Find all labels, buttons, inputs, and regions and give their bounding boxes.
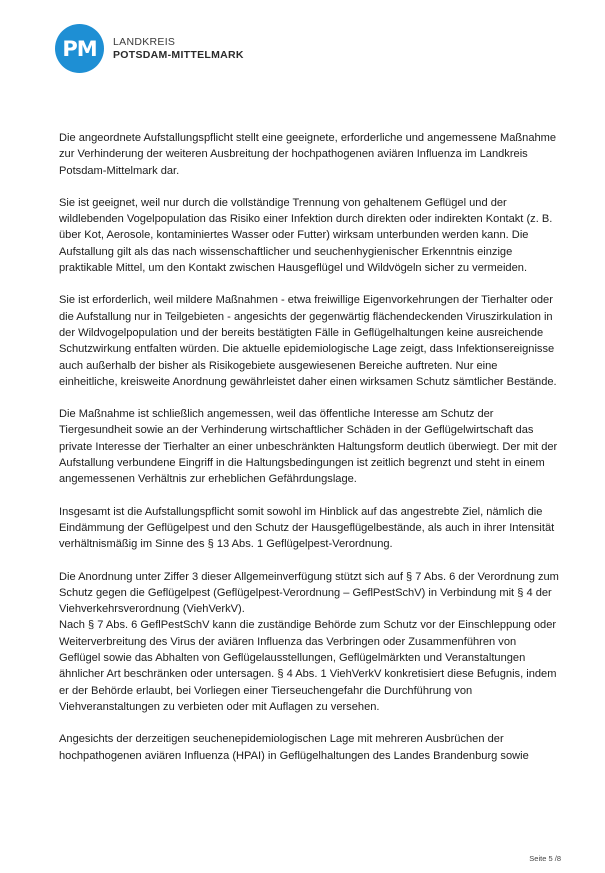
- paragraph-5: Insgesamt ist die Aufstallungspflicht somit sowohl im Hinblick auf das angestrebte Ziel, nämlich die Eindämmung der Geflügelpest und den Schutz der Hausgeflügelbestände, als auch in ihrer Intensität verhältnismäßig im Sinne des § 13 Abs. 1 Geflügelpest-Verordnung.: [59, 505, 555, 551]
- paragraph-2: Sie ist geeignet, weil nur durch die vollständige Trennung von gehaltenem Geflügel und der wildlebenden Vogelpopulation das Risiko einer Infektion durch direkten oder indirekten Kontakt (z. B. über Kot, Aerosole, kontaminiertes Wasser oder Futter) wirksam unterbunden werden kann. Die Aufstallung gilt als das nach wissenschaftlicher und seuchenhygienischer Erkenntnis einzige praktikable Mittel, um den Kontakt zwischen Hausgeflügel und Wildvögeln sicher zu vermeiden.: [59, 196, 553, 275]
- paragraph-7: Nach § 7 Abs. 6 GeflPestSchV kann die zuständige Behörde zum Schutz vor der Einschleppung oder Weiterverbreitung des Virus der aviären Influenza das Verbringen oder Zusammenführen von Geflügel sowie das Abhalten von Geflügelausstellungen, Geflügelmärkten und Veranstaltungen ähnlicher Art beschränken oder untersagen. § 4 Abs. 1 ViehVerkV konkretisiert diese Befugnis, indem er der Behörde erlaubt, bei Vorliegen einer Tierseuchengefahr die Durchführung von Viehveranstaltungen zu verbieten oder mit Auflagen zu versehen.: [59, 619, 557, 713]
- org-name-line1: LANDKREIS: [113, 36, 176, 49]
- paragraph-1: Die angeordnete Aufstallungspflicht stellt eine geeignete, erforderliche und angemessene Maßnahme zur Verhinderung der weiteren Ausbreitung der hochpathogenen aviären Influenza im Landkreis Potsdam-Mittelmark dar.: [59, 132, 557, 177]
- document-body: [59, 130, 559, 780]
- page-number: Seite 5 /8: [529, 854, 561, 863]
- paragraph-4: Die Maßnahme ist schließlich angemessen, weil das öffentliche Interesse am Schutz der Tiergesundheit sowie an der Verhinderung wirtschaftlicher Schäden in der Geflügelwirtschaft das private Interesse der Tierhalter an einer unbeschränkten Haltungsform deutlich überwiegt. Der mit der Aufstallung verbundene Eingriff in die Haltungsbedingungen ist zeitlich begrenzt und steht in einem angemessenen Verhältnis zur erheblichen Gefährdungslage.: [59, 408, 558, 486]
- paragraph-8: Angesichts der derzeitigen seuchenepidemiologischen Lage mit mehreren Ausbrüchen der hochpathogenen aviären Influenza (HPAI) in Geflügelhaltungen des Landes Brandenburg sowie: [59, 733, 529, 762]
- paragraph-6: Die Anordnung unter Ziffer 3 dieser Allgemeinverfügung stützt sich auf § 7 Abs. 6 der Verordnung zum Schutz gegen die Geflügelpest (Geflügelpest-Verordnung – GeflPestSchV) in Verbindung mit § 4 der Viehverkehrsverordnung (ViehVerkV).: [59, 570, 559, 616]
- org-name: [113, 36, 244, 60]
- org-name-line2: POTSDAM-MITTELMARK: [113, 48, 244, 61]
- org-logo: [55, 24, 244, 73]
- paragraph-3: Sie ist erforderlich, weil mildere Maßnahmen - etwa freiwillige Eigenvorkehrungen der Tierhalter oder die Aufstallung nur in Teilgebieten - angesichts der gegenwärtig flächendeckenden Viruszirkulation in der Wildvogelpopulation und der bereits bestätigten Fälle in Geflügelhaltungen keine ausreichende Schutzwirkung entfalten würden. Die aktuelle epidemiologische Lage zeigt, dass Infektionsereignisse auch außerhalb der bisher als Risikogebiete ausgewiesenen Bereiche auftreten. Nur eine einheitliche, kreisweite Anordnung gewährleistet daher einen wirksamen Schutz sämtlicher Bestände.: [59, 294, 557, 388]
- pm-logo-mark: PM: [55, 24, 104, 73]
